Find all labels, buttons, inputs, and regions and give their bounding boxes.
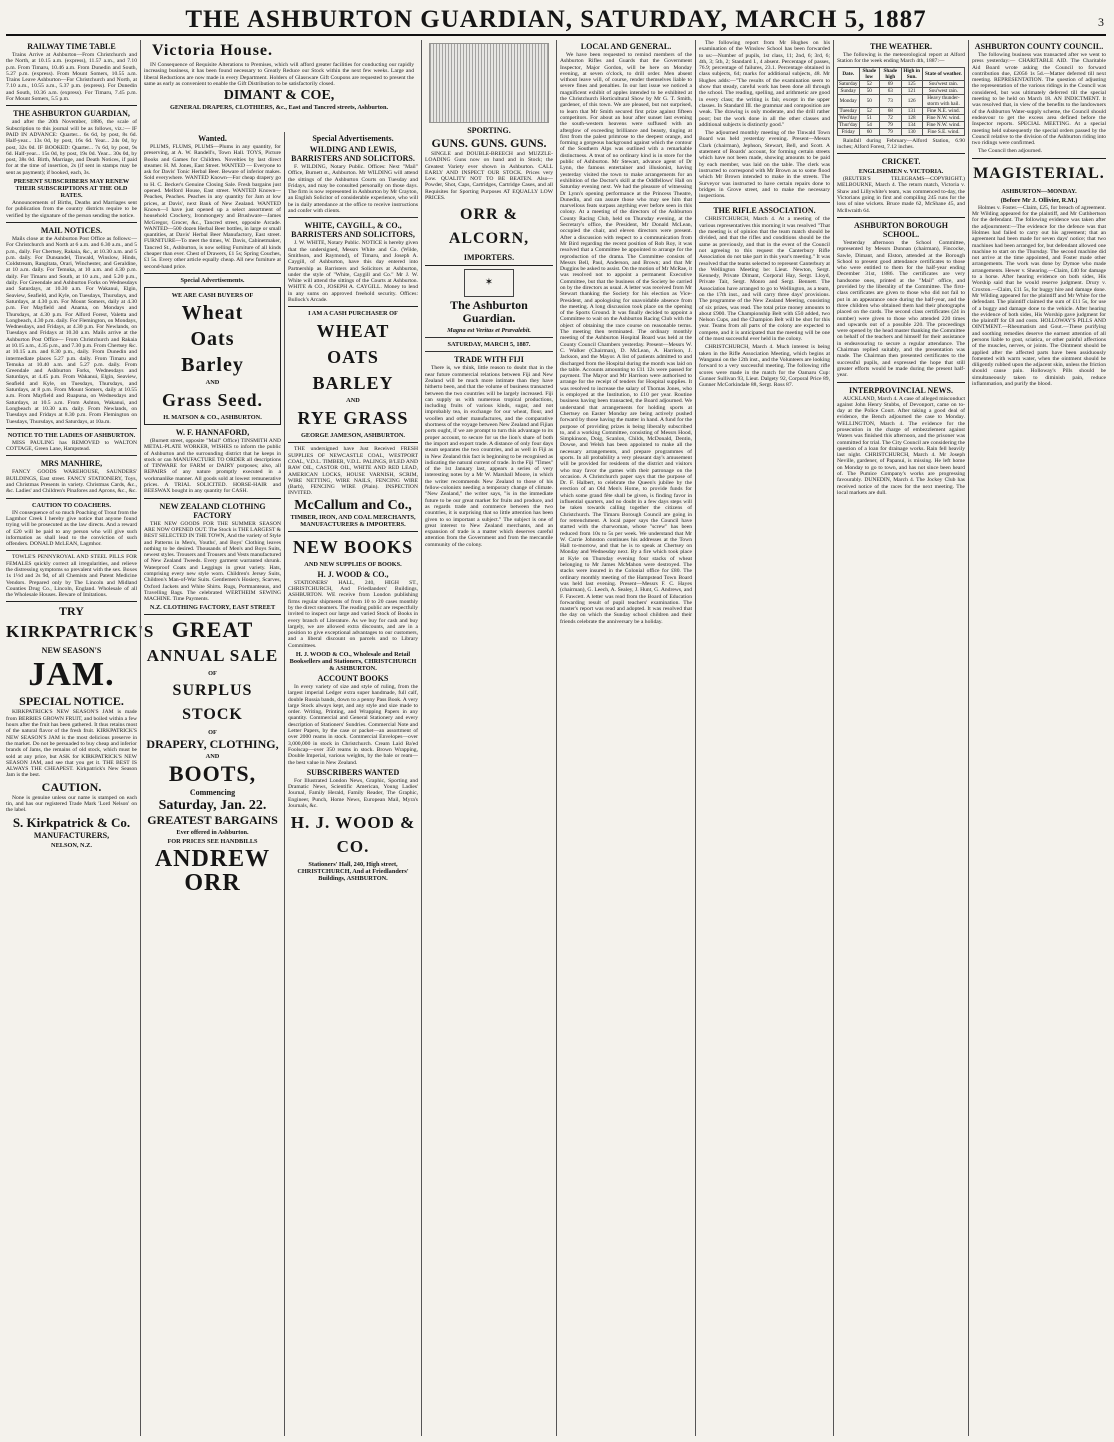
weather-cell: Fine N.W. wind. xyxy=(922,114,964,121)
wood-sub: H. J. WOOD & CO., Wholesale and Retail Booksellers and Stationers, CHRISTCHURCH & ASHBURTON. xyxy=(289,650,417,672)
cricket-heading: CRICKET. xyxy=(881,157,921,167)
kirkpatrick-heading: KIRKPATRICK'S xyxy=(6,622,155,642)
wheat-label: Wheat xyxy=(181,301,244,324)
cricket-sub: ENGLISHMEN v. VICTORIA. xyxy=(858,168,944,176)
guns-heading: GUNS. GUNS. GUNS. xyxy=(431,136,547,150)
weather-cell: Fine N.W. wind. xyxy=(922,121,964,128)
weather-row xyxy=(838,94,965,107)
mccallum-text: THE undersigned have Just Received FRESH SUPPLIES OF NEWCASTLE COAL, WESTPORT COAL, V.D.L. TIMBER, V.D.L. PALINGS, B'LED AND RAW OIL, CASTOR OIL, WHITE AND RED LEAD, AMERICAN LOCKS, HOUSE VARNISH, SCRIM, WIRE NETTING, WIRE NAILS, FENCING WIRE (Barb), FENCING WIRE (Plain). INSPECTION INVITED. xyxy=(288,446,418,497)
weather-cell: Thur'day xyxy=(839,121,858,128)
of-label-2: OF xyxy=(208,729,217,737)
weather-cell: 126 xyxy=(901,94,922,107)
weather-cell: 52 xyxy=(859,107,880,114)
weather-cell: 72 xyxy=(880,114,901,121)
weather-cell: 130 xyxy=(901,128,922,135)
cash-purchaser-heading: I AM A CASH PURCHASER OF xyxy=(308,310,398,318)
weather-cell: 60 xyxy=(859,128,880,135)
ladies-heading: NOTICE TO THE LADIES OF ASHBURTON. xyxy=(7,431,136,439)
weather-col-header: Shade low xyxy=(859,67,880,80)
column-4 xyxy=(425,40,553,1436)
sporting-heading: SPORTING. xyxy=(467,126,511,135)
grass-seed-label: Grass Seed. xyxy=(162,389,263,410)
mccallum-sub: TIMBER, IRON, AND COAL MERCHANTS, MANUFACTURERS & IMPORTERS. xyxy=(290,513,416,528)
ryegrass-big: RYE GRASS xyxy=(297,408,409,429)
issue-date: SATURDAY, MARCH 5, 1887. xyxy=(447,341,531,349)
dimant-heading: DIMANT & COE, xyxy=(223,88,335,104)
weather-col-header: Date. xyxy=(838,67,860,80)
barley-label: Barley xyxy=(181,353,244,376)
weather-col-header: High in Sun. xyxy=(901,67,922,80)
school-text: Yesterday afternoon the School Committee, represented by Messrs Dunnan (chairman), Fincocke, Sawle, Dimant, and Elston, attended at the Borough School to present good attendance certificates to those who were entitled to them for the half-year ending December 31st, 1886. The certificates are very handsome ones, printed at the "Mail" office, and provided by the liberality of the Committee. The first-class certificates are given to those who did not fail to put in an appearance once during the half-year, and the three children who obtained them had their photographs placed on the cards. The second class certificates (24 in number) were given to those who attended 220 times and upwards out of a possible 220. The proceedings were opened by the head master thanking the Committee on behalf of the teachers and himself for their assistance in endeavouring to secure a regular attendance. The Chairman replied suitably, and the presentation was made. The Chairman then presented certificates to the successful pupils, and expressed the hope that still greater efforts would be made during the present half-year. xyxy=(837,239,965,379)
nz-clothing-heading: NEW ZEALAND CLOTHING FACTORY xyxy=(159,501,266,520)
cash-buyers-heading: WE ARE CASH BUYERS OF xyxy=(171,291,254,299)
weather-row xyxy=(838,87,965,94)
magisterial-before: (Before Mr J. Ollivier, R.M.) xyxy=(1000,196,1078,204)
weather-col-header: State of weather. xyxy=(922,67,964,80)
and-label: AND xyxy=(205,378,220,386)
masthead-title: THE ASHBURTON GUARDIAN, SATURDAY, MARCH 5, 1887 xyxy=(185,6,927,33)
fiji-heading: TRADE WITH FIJI xyxy=(454,355,524,365)
wilding-heading: WILDING AND LEWIS, BARRISTERS AND SOLICITORS. xyxy=(291,145,415,163)
wilding-text: F. WILDING, Notary Public. Offices: Next "Mail" Office, Burnett st., Ashburton. Mr WILDING will attend the sittings of the Ashburton Courts on Tuesday and Fridays, and may be consulted personally on those days. The firm is now represented in Ashburton by Mr Crayton, an English Solicitor of considerable experience, who will be in daily attendance at the office to receive instructions and confer with clients. xyxy=(288,164,418,215)
coachers-text: IN consequence of so much Poaching of Trout from the Lagmhor Creek I hereby give notice that anyone found trying will be prosecuted as the law directs. And a reward of £20 will be paid to any person who will give such information as shall lead to the conviction of such offenders. DONALD McLEAN, Lagmhor. xyxy=(6,509,137,548)
wanted-heading: Wanted. xyxy=(198,134,227,143)
weather-cell: Sou'west rain. xyxy=(922,80,964,87)
manufacturers-text: MANUFACTURERS, xyxy=(33,830,110,840)
kirkpatrick-firm: S. Kirkpatrick & Co. xyxy=(12,814,131,830)
local-heading: LOCAL AND GENERAL. xyxy=(580,42,672,51)
column-2-body xyxy=(144,132,281,1436)
weather-cell: 63 xyxy=(880,87,901,94)
guns-text: SINGLE and DOUBLE-BREECH and MUZZLE-LOADING Guns now on hand and in Stock; the Greatest Variety ever shown in Ashburton. CALL EARLY AND INSPECT OUR STOCK. Prices very Low. QUALITY NOT TO BE BEATEN. Also— Powder, Shot, Caps, Cartridges, Cartridge Cases, and all Requisites for Sporting Purposes AT EQUALLY LOW PRICES. xyxy=(425,151,553,202)
caution-heading: CAUTION. xyxy=(41,779,102,794)
orr-alcorn-heading: ORR & ALCORN, xyxy=(448,206,530,248)
nameplate: The Ashburton Guardian. xyxy=(450,298,528,326)
weather-heading: THE WEATHER. xyxy=(870,42,932,51)
weather-cell: 50 xyxy=(859,94,880,107)
weather-cell: 68 xyxy=(880,107,901,114)
manhire-text: FANCY GOODS WAREHOUSE, SAUNDERS' BUILDINGS, East street. FANCY STATIONERY, Toys, and Christmas Presents in variety. Christmas Cards, &c., &c. Ladies' and Children's Pinafores and Aprons, &c., &c. xyxy=(6,469,137,495)
nz-clothing-text: THE NEW GOODS FOR THE SUMMER SEASON ARE NOW OPENED OUT. The Stock is THE LARGEST & BEST SELECTED IN THE TOWN, And the variety of Style and Patterns in Men's, Youths', and Boys' Clothing leaves nothing to be desired. Thousands of Men's and Boys Suits, newest styles. Trousers and Trousers and Vests manufactured of New Zealand Tweeds. Every garment warranted shrunk. Waterproof Coats and Leggings in great variety. Hats, comprising every new style worn. Children's Jersey Suits, Children's Man-of-War Suits. Gentlemen's Hosiery, Scarves, Oxford Jackets and White Shirts. Rugs, Portmanteaus, and Travelling Bags. The celebrated WERTHEIM SEWING MACHINE. Time Payments. xyxy=(144,520,281,603)
mail-heading: MAIL NOTICES. xyxy=(40,225,103,235)
rifle-text: CHRISTCHURCH, March 4. At a meeting of the various representatives this morning it was resolved "That the meeting is of opinion that the team match should be divided, and that the rifles and conditions should be the same as previously, and that in the event of the Council not agreeing to this request the Canterbury Rifle Association do not take part in this year's meeting." It was resolved that the teams selected to represent Canterbury at the Wellington Meeting be: Lieut. Newton, Sergt. Kennedy, Private Dimant, Corporal Hay, Sergt. Lloyd, Private Tait, Sergt. Monro and Sergt. Bennett. The Association have arranged to go to Wellington, as a team, on the 17th inst., and will carry three days' provisions. The programme of the New Zealand Meeting, consisting of six prizes, was read. The total prize money amounts to about £900. The Championship Belt with £50 added, two Nelson Cups, and the Champion Belt will be shot for this year. Teams from all parts of the colony are expected to compete, and it is anticipated that the meeting will be one of the most successful ever held in the colony. xyxy=(699,216,830,343)
victoria-text: IN Consequence of Requisite Alterations to Premises, which will afford greater facilities for conducting our rapidly increasing business, it has been found necessary to Greatly Reduce our Stock within the next few weeks. Large and liberal Reductions are now made in every Department. Holders of Glassware Gift Coupons are requested to present the same as early as convenient to enable the Gift Distribution to be satisfactorily closed. xyxy=(144,62,414,87)
coachers-heading: CAUTION TO COACHERS. xyxy=(31,501,112,509)
crest-emblem: ✶ xyxy=(464,269,514,297)
commencing-label: Commencing xyxy=(189,788,236,798)
weather-col-header: Shade high xyxy=(880,67,901,80)
caygill-text: J. W. WHITE, Notary Public. NOTICE is hereby given that the undersigned, Messrs White and Co. (Wilde, Smithson, and Raymond), of Timaru, and Joseph A. Caygill, of Ashburton, have this day entered into Partnership as Barristers and Solicitors at Ashburton, under the style of "White, Caygill and Co." Mr J. W. White will attend the sittings of the Courts at Ashburton. WHITE & CO., JOSEPH A. CAYGILL. Money to lend in any sums on approved freehold security. Offices: Bullock's Arcade. xyxy=(288,240,418,304)
victoria-heading: Victoria House. xyxy=(151,42,274,59)
weather-row xyxy=(838,107,965,114)
nelson-text: NELSON, N.Z. xyxy=(51,841,92,849)
guardian-heading: THE ASHBURTON GUARDIAN, xyxy=(13,109,130,119)
weather-cell: Heavy thunder-storm with hail. xyxy=(922,94,964,107)
special-ads-heading-3: Special Advertisements. xyxy=(312,134,394,143)
wanted-text: PLUMS, FLUMS, PLUMS—Plums in any quantity, for preserving, at A. W. Randell's, Town Hall. TOYS, Picture Books and Games for Children. Novelties by last direct steamer. H. M. Jones, East Street. WANTED — Everyone to ask for Davis' Tonic Herbal Beer. Beware of inferior makes. Sold everywhere. WANTED Known—For cheap drapery go to H. C. Becker's Genuine Closing Sale. Fresh bargains just opened. Melford House, East street. WANTED Known—Peaches, Peaches. Peaches in any quantity for Jam at low prices, at Davis', next Bank of New Zealand. WANTED Known—I have just opened up a select assortment of household Crockery, Ironmongery and Brushware—James McGregor, Grocer, &c., Tancred street, opposite Arcade. WANTED—500 dozen Herbal Beer bottles, in large or small quantities, at Davis' Herbal Beer Manufactory, East street. FURNITURE—To meet the times, W. Davis, Cabinetmaker, Tancred St., Ashburton, is now selling Furniture of all kinds cheaper than ever. Chest of Drawers, £1 5s; Spring Couches, £1 5s. Every other article equally cheap. All new furniture at second-hand price. xyxy=(144,144,281,270)
mail-text: Mails close at the Ashburton Post Office as follows:— For Christchurch and North at 6 a.m. and 6.30 a.m., and 5 p.m., daily. For Chertsey, Rakaia, &c., at 10.30 a.m. and 5 p.m. daily. For Dunsandel, Tinwald, Winslow, Hinds, Coldstream, Rangitata, Orari, Winchester, and Geraldine, at 10 a.m. daily. For Temuka, at 10 a.m. and 4.30 p.m. daily. For Timaru and South, at 10 a.m., and 5.20 p.m., daily. For Greendale and Ashburton Forks on Wednesdays and Saturdays, at 10.30 a.m. For Wakanui, Elgin, Seaview, Seafield, and Kyle, on Tuesdays, Thursdays, and Saturdays, at 4.30 p.m. For Mount Somers, daily at 4.30 p.m. For Mayfield and Anama, on Mondays and Thursdays, at 4.30 p.m. For Alford Forest, Valetta and Longbeach, 4.30 p.m. daily. For Flemington, on Mondays, Wednesdays, and Fridays, at 4.30 p.m. For Newlands, on Tuesdays and Fridays at 10.30 a.m. Mails arrive at the Ashburton Post Office— From Christchurch and Rakaia at 10.15 a.m., 4.35 p.m., and 7.30 p.m. From Chertsey &c. at 10.15 a.m. and 8.30 p.m., daily. From Dunedin and intermediate places 5.27 p.m. daily. From Timaru and Temuka at 10.40 a.m. and 5.27 p.m. daily. From Greendale and Ashburton Forks, Wednesdays and Saturdays, at 4.45 p.m. From Wakanui, Elgin, Seaview, Seafield and Kyle, on Tuesdays, Thursdays, and Saturdays, at 8 p.m. From Mount Somers, daily at 10.55 a.m. From Mayfield and Ruapuna, on Wednesdays and Saturdays, at 10.5 a.m. From Ashton, Wakanui, and Longbeach at 10.30 a.m. daily. From Newlands, on Tuesdays and Fridays at 8.30 p.m. From Flemington on Tuesdays, Thursdays, and Saturdays, at 10a.m. xyxy=(6,235,137,425)
mccallum-heading: McCallum and Co., xyxy=(294,497,412,513)
columns xyxy=(6,40,1106,1436)
weather-cell: Sunday xyxy=(838,87,860,94)
gun-illustration xyxy=(429,43,549,123)
wood-big-heading: H. J. WOOD & CO. xyxy=(290,813,416,857)
weather-row xyxy=(838,121,965,128)
subscribers-wanted-text: For Illustrated London News, Graphic, Sporting and Dramatic News, Scientific American, Young Ladies' Journal, Family Herald, Family Reader, The Graphic, Engineer, Punch, Home News, European Mail, Myra's Journals, &c. xyxy=(288,777,418,810)
for-prices: FOR PRICES SEE HANDBILLS xyxy=(167,838,258,846)
tinwald-text: The adjourned monthly meeting of the Tinwald Town Board was held yesterday evening. Present—Messrs Clark (chairman), Jephson, Stewart, Bell, and Scott. A statement of Boards' account, for forming certain streets which have not been made, showing amounts to be paid by each member, was laid on the table. The clerk was instructed to correspond with Mr Brown as to some flood which Mr Brown intended to make in the streets. The Surveyor was instructed to have certain repairs done to bridges in Grove street, and to make the necessary inspections. xyxy=(699,130,830,200)
interprovincial-heading: INTERPROVINCIAL NEWS. xyxy=(848,385,954,395)
hughes-text: The following report from Mr Hughes on his examination of the Winslow School has been forwarded to us:—Number of pupils, 1st class, 11; 2nd, 6; 3rd, 6; 4th, 3; 5th, 2; Standard I., 4 absent. Percentage of passes, 76.9; percentage of failures, 23.1. Percentage obtained in class subjects, 64; marks for additional subjects, 48. Mr Hughes adds:—"The results of the examination seem to show that steady, careful work has been done all through the school. The reading, spelling, and arithmetic are good in every class; the writing is fair, except in the upper classes. In Standard III. the grammar and composition are weak. The drawing is only moderate, and the drill rather poor; but the work done in all the other classes and additional subjects is distinctly good." xyxy=(699,40,830,128)
sale-date: Saturday, Jan. 22. xyxy=(158,798,267,814)
jameson-text: GEORGE JAMESON, ASHBURTON. xyxy=(301,432,405,440)
weather-cell: Fine N.E. wind. xyxy=(922,107,964,114)
weather-cell: 69 xyxy=(880,80,901,87)
railway-text: Trains Arrive at Ashburton—From Christchurch and the North, at 10.15 a.m. (express), 11.57 a.m., and 7.10 p.m. From Timaru, 10.46 a.m. From Dunedin and South, 5.27 p.m. (express). From Mount Somers, 10.55 a.m. Trains Leave Ashburton—For Christchurch and North, at 7.10 a.m., 10.55 a.m., 5.37 p.m. (express). For Dunedin and South, 10.36 a.m. (express). For Timaru, 7.45 p.m. For Mount Somers, 5.5 p.m. xyxy=(6,52,137,103)
motto: Magna est Veritas et Prævalebit. xyxy=(447,327,531,335)
andrew-orr-heading: ANDREW ORR xyxy=(154,846,271,897)
guardian-text: and after the 20th November, 1886, the scale of Subscription to this journal will be as follows, viz.:— IF PAID IN ADVANCE: Quarter... 6s 6d, by post, 8s 6d. Half-year... 13s 0d, by post, 16s 6d. Year... 24s 0d, by post, 32s 0d. IF BOOKED: Quarter... 7s 6d, by post, 9s 6d. Half-year... 15s 0d, by post, 19s 0d. Year... 30s 0d, by post, 38s 0d. Birth, Marriage, and Death Notices, if paid for at the time of insertion, 2s (if sent in stamps may be sent as payment); if booked, each, 3s. xyxy=(6,119,137,176)
try-text: TRY xyxy=(59,604,84,619)
towle-text: TOWLE'S PENNYROYAL AND STEEL PILLS FOR FEMALES quickly correct all irregularities, and relieve the distressing symptoms so prevalent with the sex. Boxes 1s 1½d and 2s 9d, of all Chemists and Patent Medicine Vendors. Prepared only by The Lincoln and Midland Counties Drug Co., Lincoln, England. Wholesale of all the Wholesale Houses. Beware of Imitations. xyxy=(6,554,137,599)
new-supplies-text: AND NEW SUPPLIES OF BOOKS. xyxy=(304,560,402,568)
column-5 xyxy=(560,40,692,1436)
weather-cell: 125 xyxy=(901,80,922,87)
dimant-sub: GENERAL DRAPERS, CLOTHIERS, &c., East and Tancred streets, Ashburton. xyxy=(169,104,389,112)
oats-label: Oats xyxy=(190,327,235,350)
hannaford-heading: W. F. HANNAFORD, xyxy=(175,427,250,437)
weather-foot: Rainfall during February—Alford Station, 6.90 inches; Alford Forest, 7.12 inches. xyxy=(837,137,965,150)
new-season-text: NEW SEASON'S xyxy=(41,646,102,656)
greatest-bargains: GREATEST BARGAINS xyxy=(147,813,278,828)
special-notice-text: KIRKPATRICK'S NEW SEASON'S JAM is made from BERRIES GROWN FRUIT, and boiled within a few hours after the fruit has been gathered. It thus retains most of the natural flavor of the fresh fruit. KIRKPATRICK'S NEW SEASON'S JAM is the most delicious preserve in the market. Do not be persuaded to buy cheap and inferior brands of Jams, the remains of old stock, which must be sold at any price, but ASK for KIRKPATRICK'S NEW SEASON JAM, and see that you get it. THE BEST IS ALWAYS THE CHEAPEST. Kirkpatrick's New Season Jam is the best. xyxy=(6,709,137,779)
oats-big: OATS xyxy=(327,347,379,368)
weather-row xyxy=(838,114,965,121)
weather-cell: Saturday xyxy=(839,80,858,87)
special-notice-heading: SPECIAL NOTICE. xyxy=(19,694,124,709)
magisterial-heading: MAGISTERIAL. xyxy=(973,164,1105,182)
account-books-text: In every variety of size and style of ruling, from the largest imperial Ledger extra super handmade, full calf, double Russia bands, down to a penny Pass Book. A very large Stock always kept, and any style and size made to order. Writing, Printing, and Wrapping Papers in any quantity. Commercial and General Stationery and every description of Stationers' Sundries. Commercial Note and Letter Papers, by the case or packet—an assortment of over 2000 reams in stock. Commercial Envelopes—over 3,000,000 in stock in Christchurch. Cream Laid Ba'ed Foolscap—over 350 reams in stock. Brown Wrapping, Double Imperial, various weights, by the bale or ream—the best value in New Zealand. xyxy=(288,683,418,766)
nz-clothing-foot: N.Z. CLOTHING FACTORY, EAST STREET xyxy=(149,604,276,612)
great-heading: GREAT xyxy=(171,617,254,643)
surplus-heading: SURPLUS STOCK xyxy=(172,682,253,724)
wood-text: STATIONERS' HALL, 240, HIGH ST., CHRISTCHURCH, And Friedlanders' Buildings, ASHBURTON. WE receive from London publishing firms regular shipments of from 10 to 20 cases monthly by the direct steamers. The reading public are respectfully invited to inspect our large and varied Stock of Books in every branch of Literature. As we buy for cash and buy largely, we are allowed extra discounts, and are in a position to give exceptional advantages to our customers, and a liberal discount on parcels and to Library Committees. xyxy=(288,579,418,649)
caygill-heading: WHITE, CAYGILL, & CO., BARRISTERS AND SOLICITORS, xyxy=(291,221,415,240)
ever-offered: Ever offered in Ashburton. xyxy=(176,829,249,837)
account-books-heading: ACCOUNT BOOKS xyxy=(317,673,389,683)
column-6 xyxy=(699,40,830,1436)
victoria-ad xyxy=(144,62,414,110)
ladies-text: MISS PAULING has REMOVED to WALTON COTTAGE, Green Lane, Hampstead. xyxy=(6,439,137,453)
weather-row xyxy=(838,80,965,87)
hannaford-text: (Burnett street, opposite "Mail" Office) TINSMITH AND METAL-PLATE WORKER, WISHES to inform the public of Ashburton and the surrounding district that he keeps in stock or can MANUFACTURE TO ORDER all descriptions of TINWARE for FARM or DAIRY purposes; also, all REPAIRS of any nature promptly executed in a workmanlike manner. All goods sold at lowest remunerative prices. A TRIAL SOLICITED. HORSE-HAIR and BEESWAX bought in any quantity for CASH. xyxy=(144,437,281,495)
caution-text: None is genuine unless our name is stamped on each tin, and has our registered Trade Mark 'Lord Nelson' on the label. xyxy=(6,794,137,814)
railway-heading: RAILWAY TIME TABLE xyxy=(27,42,116,51)
new-books-heading: NEW BOOKS xyxy=(292,536,414,557)
weather-cell: Monday xyxy=(838,94,860,107)
subscribers-heading: PRESENT SUBSCRIBERS MAY RENEW THEIR SUBSCRIPTIONS AT THE OLD RATES. xyxy=(13,178,130,200)
manhire-heading: MRS MANHIRE, xyxy=(40,459,103,469)
and-label-2: AND xyxy=(205,753,220,761)
wood-heading: H. J. WOOD & CO., xyxy=(317,569,389,579)
weather-cell: 134 xyxy=(901,121,922,128)
column-8 xyxy=(972,40,1106,1436)
weather-cell: 54 xyxy=(859,121,880,128)
weather-cell: Fine S.E. wind. xyxy=(922,128,964,135)
weather-cell: 50 xyxy=(859,87,880,94)
weather-cell: Sou'west rain. xyxy=(922,87,964,94)
column-1 xyxy=(6,40,155,1436)
weather-cell: 79 xyxy=(880,128,901,135)
drapery-heading: DRAPERY, CLOTHING, xyxy=(146,737,279,752)
and-big: AND xyxy=(346,397,360,405)
annual-sale-heading: ANNUAL SALE xyxy=(146,646,279,666)
rifle-text-2: CHRISTCHURCH, March 4. Much interest is being taken in the Rifle Association Meeting, which begins at Wanganui on the 12th inst., and the Volunteers are looking forward to a very successful meeting. The following rifle scores were made in the match for the Oamaru Cup: Gunner Sullivan 93, Lieut. Dalgety 92, Corporal Price 89, Gunner McCorkindale 88, Sergt. Ross 87. xyxy=(699,344,830,389)
weather-text: The following is the meteorological report at Alford Station for the week ending March 4th, 1887:— xyxy=(837,52,965,65)
council-text: The following business was transacted after we went to press yesterday:— CHARITABLE AID. The Charitable Aid Board wrote asking the Council to forward contribution due, £2056 1s 5d.—Matter deferred till next meeting. REPRESENTATION. The question of adjusting the representation of the various ridings in the Council was considered, but was ultimately deferred till the special meeting to be held on March 18. AN INDICTMENT. It was resolved that, in view of the benefits to the landowners of the Ashburton Water-supply scheme, the Council should endeavour to get the excess area defined before the Inspector reports. SPECIAL MEETING. At a special meeting held subsequently the special orders passed by the Council relative to the division of the Ashburton riding into two ridings were confirmed. xyxy=(972,52,1106,147)
magisterial-sub: ASHBURTON—MONDAY. xyxy=(1001,187,1077,195)
local-text: We have been requested to remind members of the Ashburton Rifles and Guards that the Government Inspector, Major Gordon, will be here on Monday evening, at seven o'clock, to drill order. Men absent without leave will, of course, render themselves liable to severe fines and penalties. In our last issue we noticed a magnificent exhibit of apples intended to be exhibited at the Christchurch Horticultural Show by Mr G. T. Smith, gardener, of this town. We are pleased, but not surprised, to learn that Mr Smith secured first prize against fifteen competitors. For about an hour after sunset last evening the south-western heavens were suffused with an afterglow of exceeding brilliance and beauty, tinging at first from the palest primrose to the deepest orange, and forming a gorgeous background against which the contour of the Southern Alps was outlined with a remarkable distinctness. A treat of no ordinary kind is in store for the public of Ashburton. Mr Stewart, advance agent of Dr Lynn, the famous entertainer and illusionist, having yesterday visited the town to make arrangements for an exhibition of the Doctor's skill at the Oddfellows' Hall on Saturday evening next. We had the pleasure of witnessing Dr Lynn's opening performance at the Princess Theatre, Dunedin, and can assure those who may see him that marvellous feats surpass anything ever before seen in this colony. At a meeting of the directors of the Ashburton County Racing Club, held on Thursday evening, at the Secretary's office, the President, Mr Donald McLean, occupied the chair, and eleven directors were present. After a discussion with respect to a communication from Mr Bird regarding the recent position of Rob Roy, it was resolved that a Committee be appointed to arrange for the reproduction of the drama. The Committee consists of Messrs Bell, Paul, Anderson, and Brown; and that Mr Duggins be asked to assist. On the motion of Mr McRae, it was resolved not to appoint a permanent Executive Committee, but that the business of the Society be carried on by the directors as usual. A letter was received from Mr Stewart thanking the Society for his election as Vice-President, and apologising for unavoidable absence from the meeting. A long discussion took place on the opening of the Sports Ground. It was finally decided to appoint a Committee to wait on the Ashburton Racing Club with the object of obtaining the race course on reasonable terms. The meeting then terminated. The ordinary monthly meeting of the Ashburton Hospital Board was held at the County Council Chambers yesterday. Present—Messrs W. C. Walker (Chairman), D. McLean, A. Harrison, J. Jackson, and the Mayor. A list of patients admitted to and discharged from the Hospital during the month was laid on the table. Accounts amounting to £11 12s were passed for payment. The Mayor and Mr Harrison were authorised to arrange for the receipt of tenders for Hospital supplies. It was resolved to increase the salary of Thomas Jones, who is employed at the Institution, to £10 per year. Routine business having been transacted, the Board adjourned. We understand that arrangements for holding sports at Chertsey on Easter Monday are being actively pushed forward by those having the matter in hand. A fund for the purpose of providing prizes is being liberally subscribed to, and a working Committee, consisting of Messrs Hood, Simpkinson, Doig, Scanlon, Childs, McDonald, Dentin, Dowse, and Welsh has been appointed to make all the necessary arrangements, and prepare programmes of sports. In all probability a very pleasant day's amusement will be provided for residents of the district and visitors who may favor the games with their patronage on the occasion. A Christchurch paper says that the purpose of Dr. F. Halbert, to celebrate the Queen's jubilee by the erection of an Old Men's Home, to provide funds for which some grand fête shall be given, is finding favor in influential quarters, and no doubt in a few days steps will be taken towards calling together the citizens of Christchurch. The Timaru Borough Council are going in for retrenchment. A local paper says the Council have started with the charwoman, whose "screw" has been reduced from 10s to 5s per week. We understand that Mr W. Carrie Johnston continues his addresses at the Town Hall to-morrow, and that he is to speak at Chertsey on Monday and Wednesday next. By a fire which took place at Kyle on Thursday evening four stacks of wheat belonging to Mr James McMahon were destroyed. The stacks were insured in the Colonial office for £80. The ordinary monthly meeting of the Hampstead Town Board was held last evening. Present—Messrs F. C. Hayes (chairman), G. Leech, A. Sealey, J. Hunt, G. Andrews, and F. Fawcett. A letter was read from the Board of Education forwarding result of pupil teachers' examination. The master's report was read and adopted. It was resolved that the day on which the Sunday school children and their friends celebrate the anniversary be a holiday. xyxy=(560,52,692,625)
rifle-heading: THE RIFLE ASSOCIATION. xyxy=(713,206,816,216)
council-foot: The Council then adjourned. xyxy=(978,148,1043,155)
weather-cell: 131 xyxy=(901,107,922,114)
weather-cell: Friday xyxy=(838,128,860,135)
column-7 xyxy=(837,40,965,1436)
fiji-text: There is, we think, little reason to doubt that in the near future commercial relations between Fiji and New Zealand will be much more intimate than they have hitherto been, and that the volume of business transacted between the two countries will be largely increased. Fiji can supply us with numerous tropical productions, including fruits of various kinds, sugar, and not improbably tea, in exchange for our wheat, flour, and woollen and other manufactures, and the comparative shortness of the voyage between New Zealand and Fijian ports ought, if we are prompt to turn this advantage to its proper account, to secure for us the lion's share of both the import and export trade. A distance of only four days steam separates the two countries, and as well in Fiji as in New Zealand this fact is beginning to be recognised as indicating the natural current of trade. In the Fiji "Times" of the 1st January last, appears a series of very interesting notes by a Mr W. Marshall Moore, in which the writer recommends New Zealand to those of his fellow-colonists needing a temporary change of climate. "New Zealand," the writer says, "is in the immediate future to be our great market for fruits and produce, and as regards trade and commerce between the two countries, it is surprising that so little attention has been given to so important a subject." The subject is one of great interest to New Zealand merchants, and an expansion of trade is a matter which deserves careful attention from the Government and from the mercantile community of the colony. xyxy=(425,365,554,548)
column-3 xyxy=(288,132,418,1436)
weather-cell: 73 xyxy=(880,94,901,107)
matson-text: H. MATSON & CO., ASHBURTON. xyxy=(163,413,262,421)
weather-cell: 52 xyxy=(859,80,880,87)
weather-cell: 51 xyxy=(859,114,880,121)
weather-row xyxy=(838,128,965,135)
interprovincial-text: AUCKLAND, March 4. A case of alleged misconduct against John Henry Stubbs, of Devonport, came on to-day at the Police Court. After taking a good deal of evidence, the Bench adjourned the case to Monday. WELLINGTON, March 4. The evidence for the prosecution in the charge of embezzlement against Waters was finished this afternoon, and the prisoner was committed for trial. The City Council are considering the question of a loan for drainage works. Rain fell heavily last night. CHRISTCHURCH, March 4. Mr Joseph Neville, gardener, of Papanui, is missing. He left home on Monday to go to town, and has not since been heard of. The Pumice Company's works are progressing favourably. DUNEDIN, March 4. The Jockey Club has received notice of the races for the next meeting. The local markets are dull. xyxy=(837,395,965,496)
weather-cell: Wed'day xyxy=(839,114,858,121)
orr-alcorn-sub: IMPORTERS. xyxy=(463,253,515,263)
barley-big: BARLEY xyxy=(312,373,394,394)
of-label: OF xyxy=(208,670,217,678)
school-heading: ASHBURTON BOROUGH SCHOOL. xyxy=(853,220,949,239)
subscribers-text: Announcements of Births, Deaths and Marriages sent for publication from the country districts require to be verified by the signature of the person sending the notice. xyxy=(6,200,137,219)
weather-table xyxy=(837,67,965,136)
wood-foot: Stationers' Hall, 240, High street, CHRISTCHURCH, And at Friedlanders' Buildings, ASHBURTON. xyxy=(297,861,409,883)
subscribers-wanted-heading: SUBSCRIBERS WANTED xyxy=(306,767,400,777)
page-number: 3 xyxy=(1098,15,1104,29)
jam-heading: JAM. xyxy=(28,656,115,694)
cricket-text: (REUTER'S TELEGRAMS—COPYRIGHT.) MELBOURNE, March 4. The return match, Victoria v. Shaw and Lillywhite's team, was commenced to-day, the Victorians going in first and compiling 245 runs for the loss of nine wickets. Bruce made 62, McShane 45, and Mcllwraith 64. xyxy=(837,176,965,214)
magisterial-text: Holmes v. Foster.—Claim, £25, for breach of agreement. Mr Wilding appeared for the plaintiff, and Mr Cuthbertson for the defendant. The following evidence was taken after the adjournment:—The evidence for the defence was that Holmes had failed to carry out his agreement; that an agreement had been made for seven days' notice; that two machines had been arranged for, but defendant allowed one machine to start on the Thursday. The second machine did not arrive at the time appointed, and Foster made other arrangements. The work was done by Dymoe who made arrangements. Hewer v. Shearing.—Claim, £40 for damage to a horse. After hearing evidence on both sides, His Worship said that he would reserve judgment. Drury v. Croxton.—Claim, £11 5s, for buggy hire and damage done. Mr Wilding appeared for the plaintiff and Mr White for the defendant. The plaintiff claimed the sum of £11 5s, for use of a buggy and damage done to the vehicle. After hearing the evidence of both sides, His Worship gave judgment for the plaintiff for £8 and costs. HOLLOWAY'S PILLS AND OINTMENT.—Rheumatism and Gout.—These purifying and soothing remedies deserve the earnest attention of all persons liable to gout, sciatica, or other painful affections of the muscles, nerves, or joints. The Ointment should be applied after the affected parts have been assiduously fomented with warm water, when the ointment should be diligently rubbed upon the adjacent skin, unless the friction should cause pain. Holloway's Pills should be simultaneously taken to diminish pain, reduce inflammation, and purify the blood. xyxy=(972,204,1106,388)
weather-cell: 79 xyxy=(880,121,901,128)
boots-heading: BOOTS, xyxy=(168,761,257,787)
weather-cell: 121 xyxy=(901,87,922,94)
masthead xyxy=(6,4,1106,36)
weather-cell: 128 xyxy=(901,114,922,121)
cash-buyers-box xyxy=(144,287,281,425)
weather-cell: Tuesday xyxy=(838,107,860,114)
special-ads-heading-2: Special Advertisements. xyxy=(180,276,245,284)
council-heading: ASHBURTON COUNTY COUNCIL. xyxy=(974,42,1104,51)
wheat-big: WHEAT xyxy=(316,321,390,342)
